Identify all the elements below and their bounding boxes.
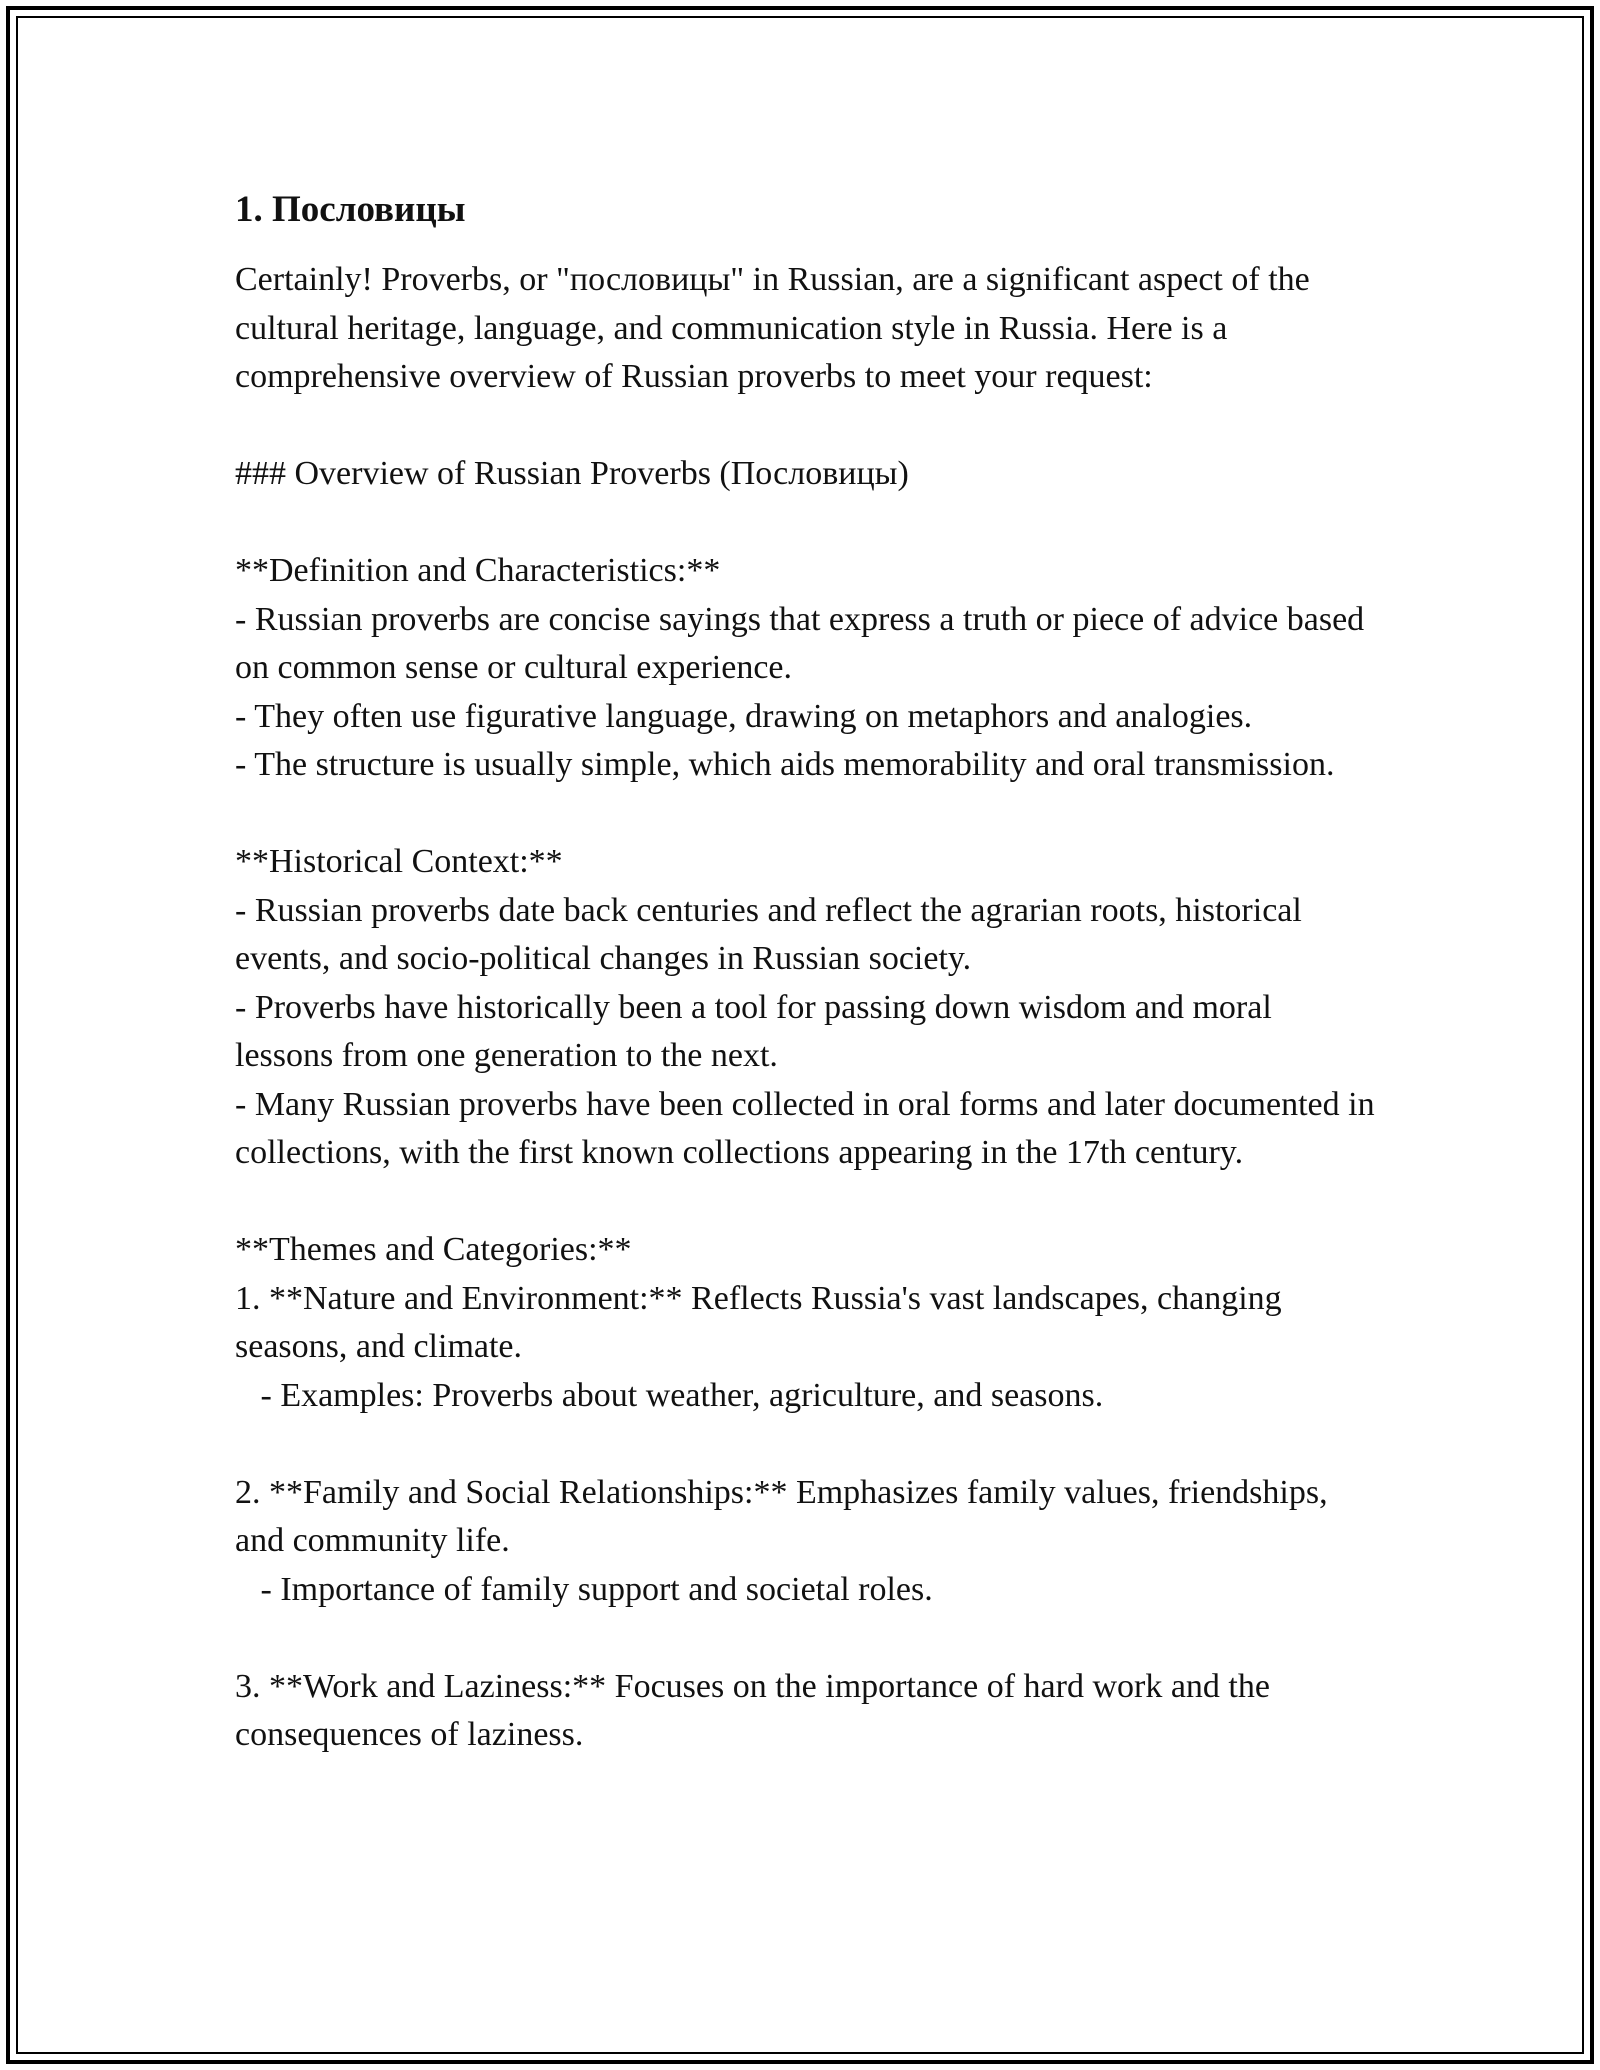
text-line: 3. **Work and Laziness:** Focuses on the importance of hard work and the consequences of laziness. — [235, 1667, 1279, 1753]
text-line: - Proverbs have historically been a tool for passing down wisdom and moral lessons from one generation to the next. — [235, 988, 1281, 1074]
text-line: - The structure is usually simple, which aids memorability and oral transmission. — [235, 746, 1335, 783]
text-line: - Importance of family support and societal roles. — [235, 1570, 933, 1608]
text-line: - Russian proverbs are concise sayings that express a truth or piece of advice based on common sense or cultural experience. — [235, 600, 1373, 686]
text-line: **Themes and Categories:** — [235, 1231, 632, 1268]
section-heading: 1. Пословицы — [235, 189, 466, 230]
blank-line — [235, 402, 1375, 451]
text-line: **Historical Context:** — [235, 843, 563, 880]
blank-line — [235, 1614, 1375, 1663]
text-line: 1. **Nature and Environment:** Reflects Russia's vast landscapes, changing seasons, and climate. — [235, 1279, 1291, 1365]
text-line: ### Overview of Russian Proverbs (Пословицы) — [235, 455, 909, 492]
blank-line — [235, 1420, 1375, 1469]
blank-line — [235, 790, 1375, 839]
text-line: Certainly! Proverbs, or "пословицы" in Russian, are a significant aspect of the cultural heritage, language, and communication style in Russia. Here is a comprehensive overview of Russian proverbs to meet your request: — [235, 261, 1319, 395]
document-body — [235, 186, 1384, 1760]
blank-line — [235, 499, 1375, 548]
blank-line — [235, 1178, 1375, 1227]
text-line: **Definition and Characteristics:** — [235, 552, 721, 589]
text-line: - They often use figurative language, drawing on metaphors and analogies. — [235, 697, 1253, 735]
text-line: - Many Russian proverbs have been collected in oral forms and later documented in collections, with the first known collections appearing in the 17th century. — [235, 1085, 1384, 1171]
text-line: 2. **Family and Social Relationships:** Emphasizes family values, friendships, and community life. — [235, 1473, 1337, 1559]
document-text — [235, 256, 1384, 1760]
text-line: - Russian proverbs date back centuries and reflect the agrarian roots, historical events, and socio-political changes in Russian society. — [235, 891, 1311, 977]
text-line: - Examples: Proverbs about weather, agriculture, and seasons. — [235, 1376, 1104, 1414]
